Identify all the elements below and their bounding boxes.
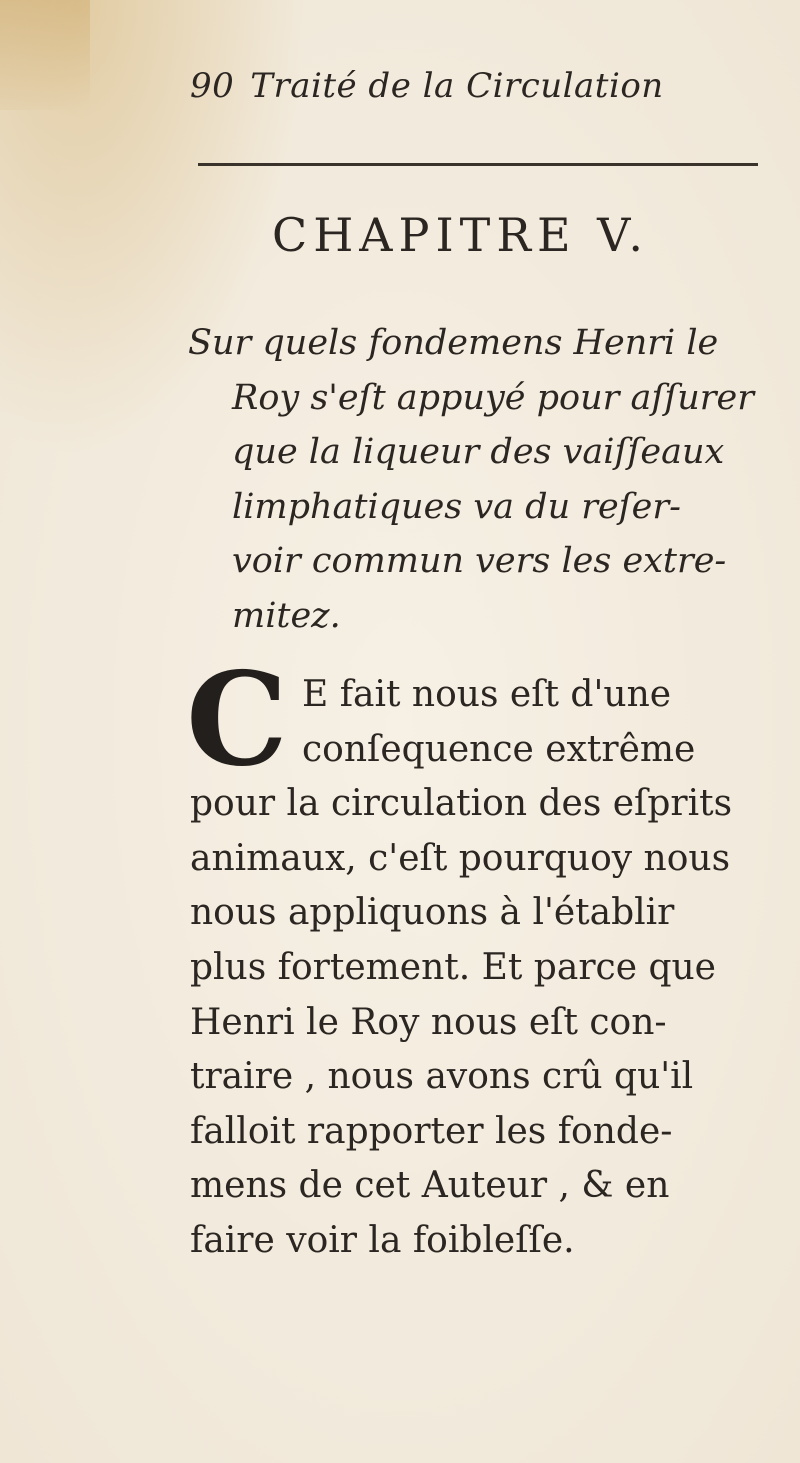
body-line: traire , nous avons crû qu'il bbox=[190, 1056, 694, 1098]
running-head bbox=[190, 66, 664, 106]
body-line: Henri le Roy nous eſt con- bbox=[190, 1001, 667, 1043]
chapter-summary bbox=[188, 316, 768, 643]
summary-line: Roy s'eſt appuyé pour aſſurer bbox=[232, 377, 754, 418]
summary-line: limphatiques va du reſer- bbox=[232, 486, 681, 527]
drop-cap: C bbox=[186, 645, 288, 795]
body-line: plus fortement. Et parce que bbox=[190, 946, 716, 988]
body-line: falloit rapporter les fonde- bbox=[190, 1110, 673, 1152]
summary-line: que la liqueur des vaiſſeaux bbox=[232, 432, 725, 472]
body-paragraph bbox=[190, 668, 765, 1269]
paper-stain bbox=[0, 0, 90, 110]
chapter-title: CHAPITRE V. bbox=[272, 208, 649, 262]
body-line: E fait nous eſt d'une bbox=[302, 674, 672, 715]
body-line: nous appliquons à l'établir bbox=[190, 892, 675, 934]
body-line: mens de cet Auteur , & en bbox=[190, 1165, 670, 1207]
body-line: pour la circulation des eſprits bbox=[190, 783, 733, 825]
body-line: faire voir la foibleſſe. bbox=[190, 1219, 575, 1261]
summary-line: Sur quels fondemens Henri le bbox=[188, 323, 719, 363]
body-line: conſequence extrême bbox=[302, 728, 696, 770]
header-rule bbox=[198, 163, 758, 166]
running-title: Traité de la Circulation bbox=[250, 66, 664, 106]
summary-line: voir commun vers les extre- bbox=[232, 541, 727, 581]
summary-line: mitez. bbox=[232, 595, 341, 636]
body-line: animaux, c'eſt pourquoy nous bbox=[190, 837, 731, 879]
page-number: 90 bbox=[190, 66, 235, 106]
